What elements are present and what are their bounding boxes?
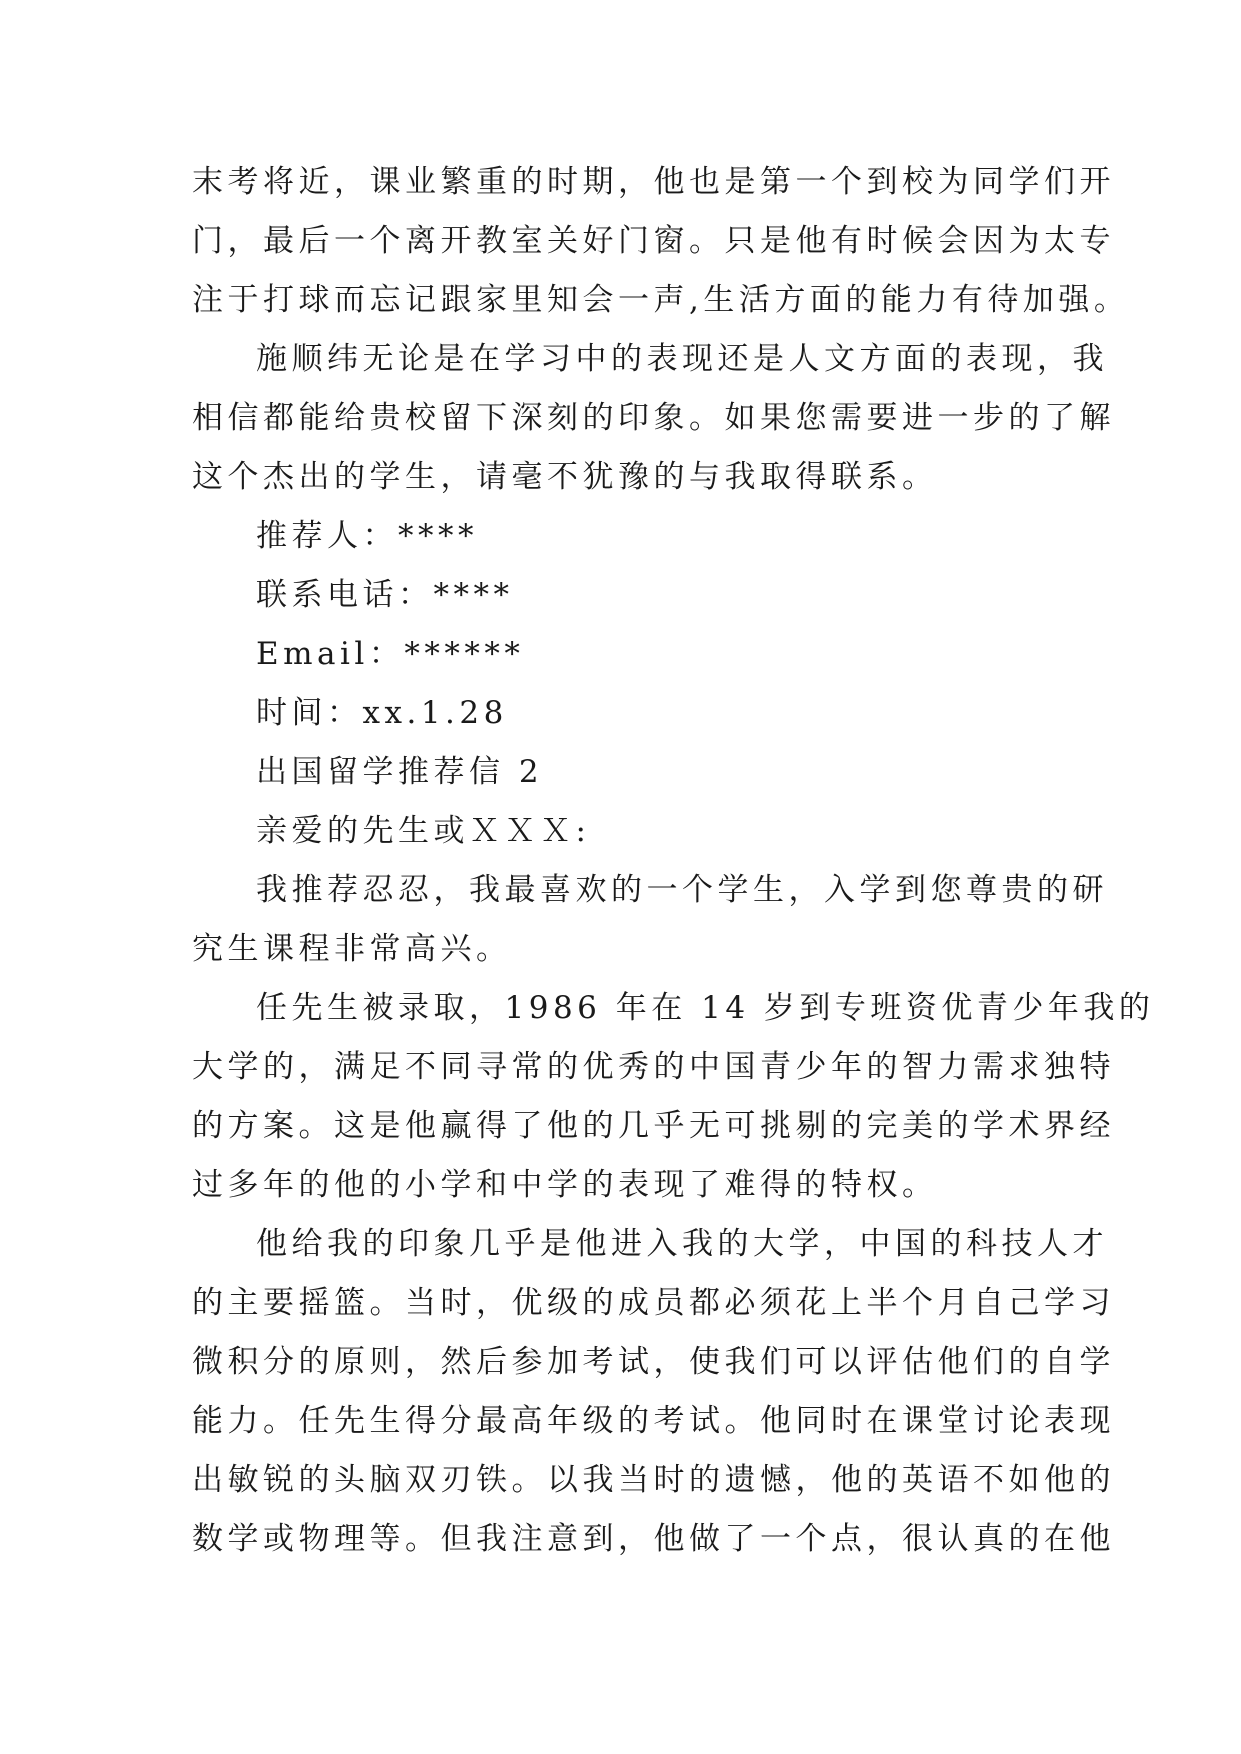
text-line: 过多年的他的小学和中学的表现了难得的特权。 [192,1167,938,1203]
text-line: 微积分的原则，然后参加考试，使我们可以评估他们的自学 [192,1344,1115,1380]
text-line: 出敏锐的头脑双刃铁。以我当时的遗憾，他的英语不如他的 [192,1462,1115,1498]
text-line: 能力。任先生得分最高年级的考试。他同时在课堂讨论表现 [192,1403,1115,1439]
paragraph-start-line: 任先生被录取，1986 年在 14 岁到专班资优青少年我的 [256,990,1155,1026]
text-line: 究生课程非常高兴。 [192,931,512,967]
section-title: 出国留学推荐信 2 [256,754,544,790]
paragraph-start-line: 我推荐忍忍，我最喜欢的一个学生，入学到您尊贵的研 [256,872,1108,908]
recommender-line: 推荐人：**** [256,518,478,554]
phone-line: 联系电话：**** [256,577,514,613]
text-line: 数学或物理等。但我注意到，他做了一个点，很认真的在他 [192,1521,1115,1557]
salutation: 亲爱的先生或ＸＸＸ: [256,813,591,849]
text-line: 相信都能给贵校留下深刻的印象。如果您需要进一步的了解 [192,400,1115,436]
text-line: 末考将近，课业繁重的时期，他也是第一个到校为同学们开 [192,164,1115,200]
email-line: Email：****** [256,636,525,672]
text-line: 这个杰出的学生，请毫不犹豫的与我取得联系。 [192,459,938,495]
date-line: 时间：xx.1.28 [256,695,508,731]
text-line: 大学的，满足不同寻常的优秀的中国青少年的智力需求独特 [192,1049,1115,1085]
paragraph-start-line: 他给我的印象几乎是他进入我的大学，中国的科技人才 [256,1226,1108,1262]
text-line: 的主要摇篮。当时，优级的成员都必须花上半个月自己学习 [192,1285,1115,1321]
text-line: 注于打球而忘记跟家里知会一声,生活方面的能力有待加强。 [192,282,1130,318]
text-line: 的方案。这是他赢得了他的几乎无可挑剔的完美的学术界经 [192,1108,1115,1144]
text-line: 门，最后一个离开教室关好门窗。只是他有时候会因为太专 [192,223,1115,259]
paragraph-start-line: 施顺纬无论是在学习中的表现还是人文方面的表现，我 [256,341,1108,377]
